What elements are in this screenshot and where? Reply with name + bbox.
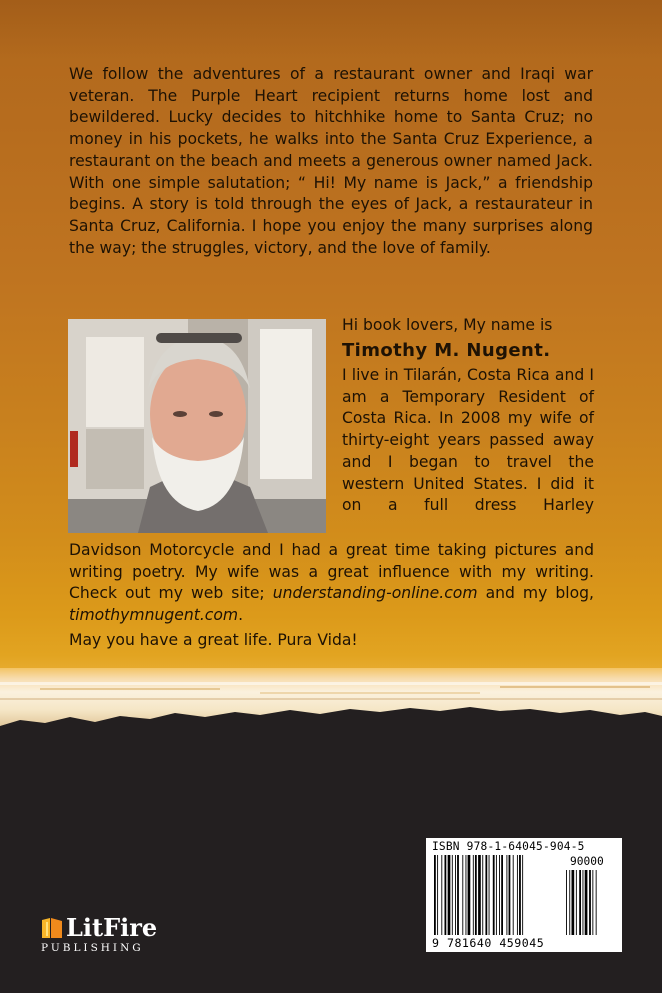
- price-code: 90000: [570, 855, 604, 868]
- barcode-digits: 9 781640 459045: [432, 936, 545, 950]
- bio-text-end: .: [238, 606, 244, 625]
- book-description: We follow the adventures of a restaurant owner and Iraqi war veteran. The Purple Heart recipient returns home lost and bewildered. Lucky decides to hitchhike home to Santa Cruz; no money in his pockets, he walks into the Santa Cruz Experience, a restaurant on the beach and meets a generous owner named Jack. With one simple salutation; “ Hi! My name is Jack,” a friendship begins. A story is told through the eyes of Jack, a restaurateur in Santa Cruz, California. I hope you enjoy the many surprises along the way; the struggles, victory, and the love of family.: [69, 65, 593, 257]
- closing-line: May you have a great life. Pura Vida!: [69, 631, 358, 649]
- barcode-bars: [426, 838, 622, 952]
- bio-text-part-1: Davidson Motorcycle and I had a great time taking pictures and writing poetry. My wife was a great influence with my writing. Check out my web site;: [69, 541, 594, 603]
- bio-intro: [342, 315, 594, 364]
- author-name: Timothy M. Nugent.: [342, 339, 551, 361]
- sky-shade: [0, 0, 662, 60]
- isbn-number: ISBN 978-1-64045-904-5: [432, 840, 585, 853]
- bio-greeting: Hi book lovers, My name is: [342, 316, 553, 334]
- publisher-logo: [40, 913, 160, 957]
- author-photo: [68, 319, 326, 533]
- isbn-barcode: [426, 838, 622, 952]
- publisher-name: LitFire: [66, 913, 158, 942]
- website-link[interactable]: understanding-online.com: [272, 584, 478, 603]
- bio-text-part-2: and my blog,: [485, 584, 595, 603]
- flame-book-icon: [40, 916, 64, 940]
- publisher-tagline: PUBLISHING: [41, 942, 144, 954]
- blog-link[interactable]: timothymnugent.com: [69, 606, 239, 625]
- bio-full-text: [69, 540, 594, 627]
- bio-side-text: I live in Tilarán, Costa Rica and I am a Temporary Resident of Costa Rica. In 2008 my wife of thirty-eight years passed away and I began to travel the western United States. I did it on a full dress Harley: [342, 366, 594, 515]
